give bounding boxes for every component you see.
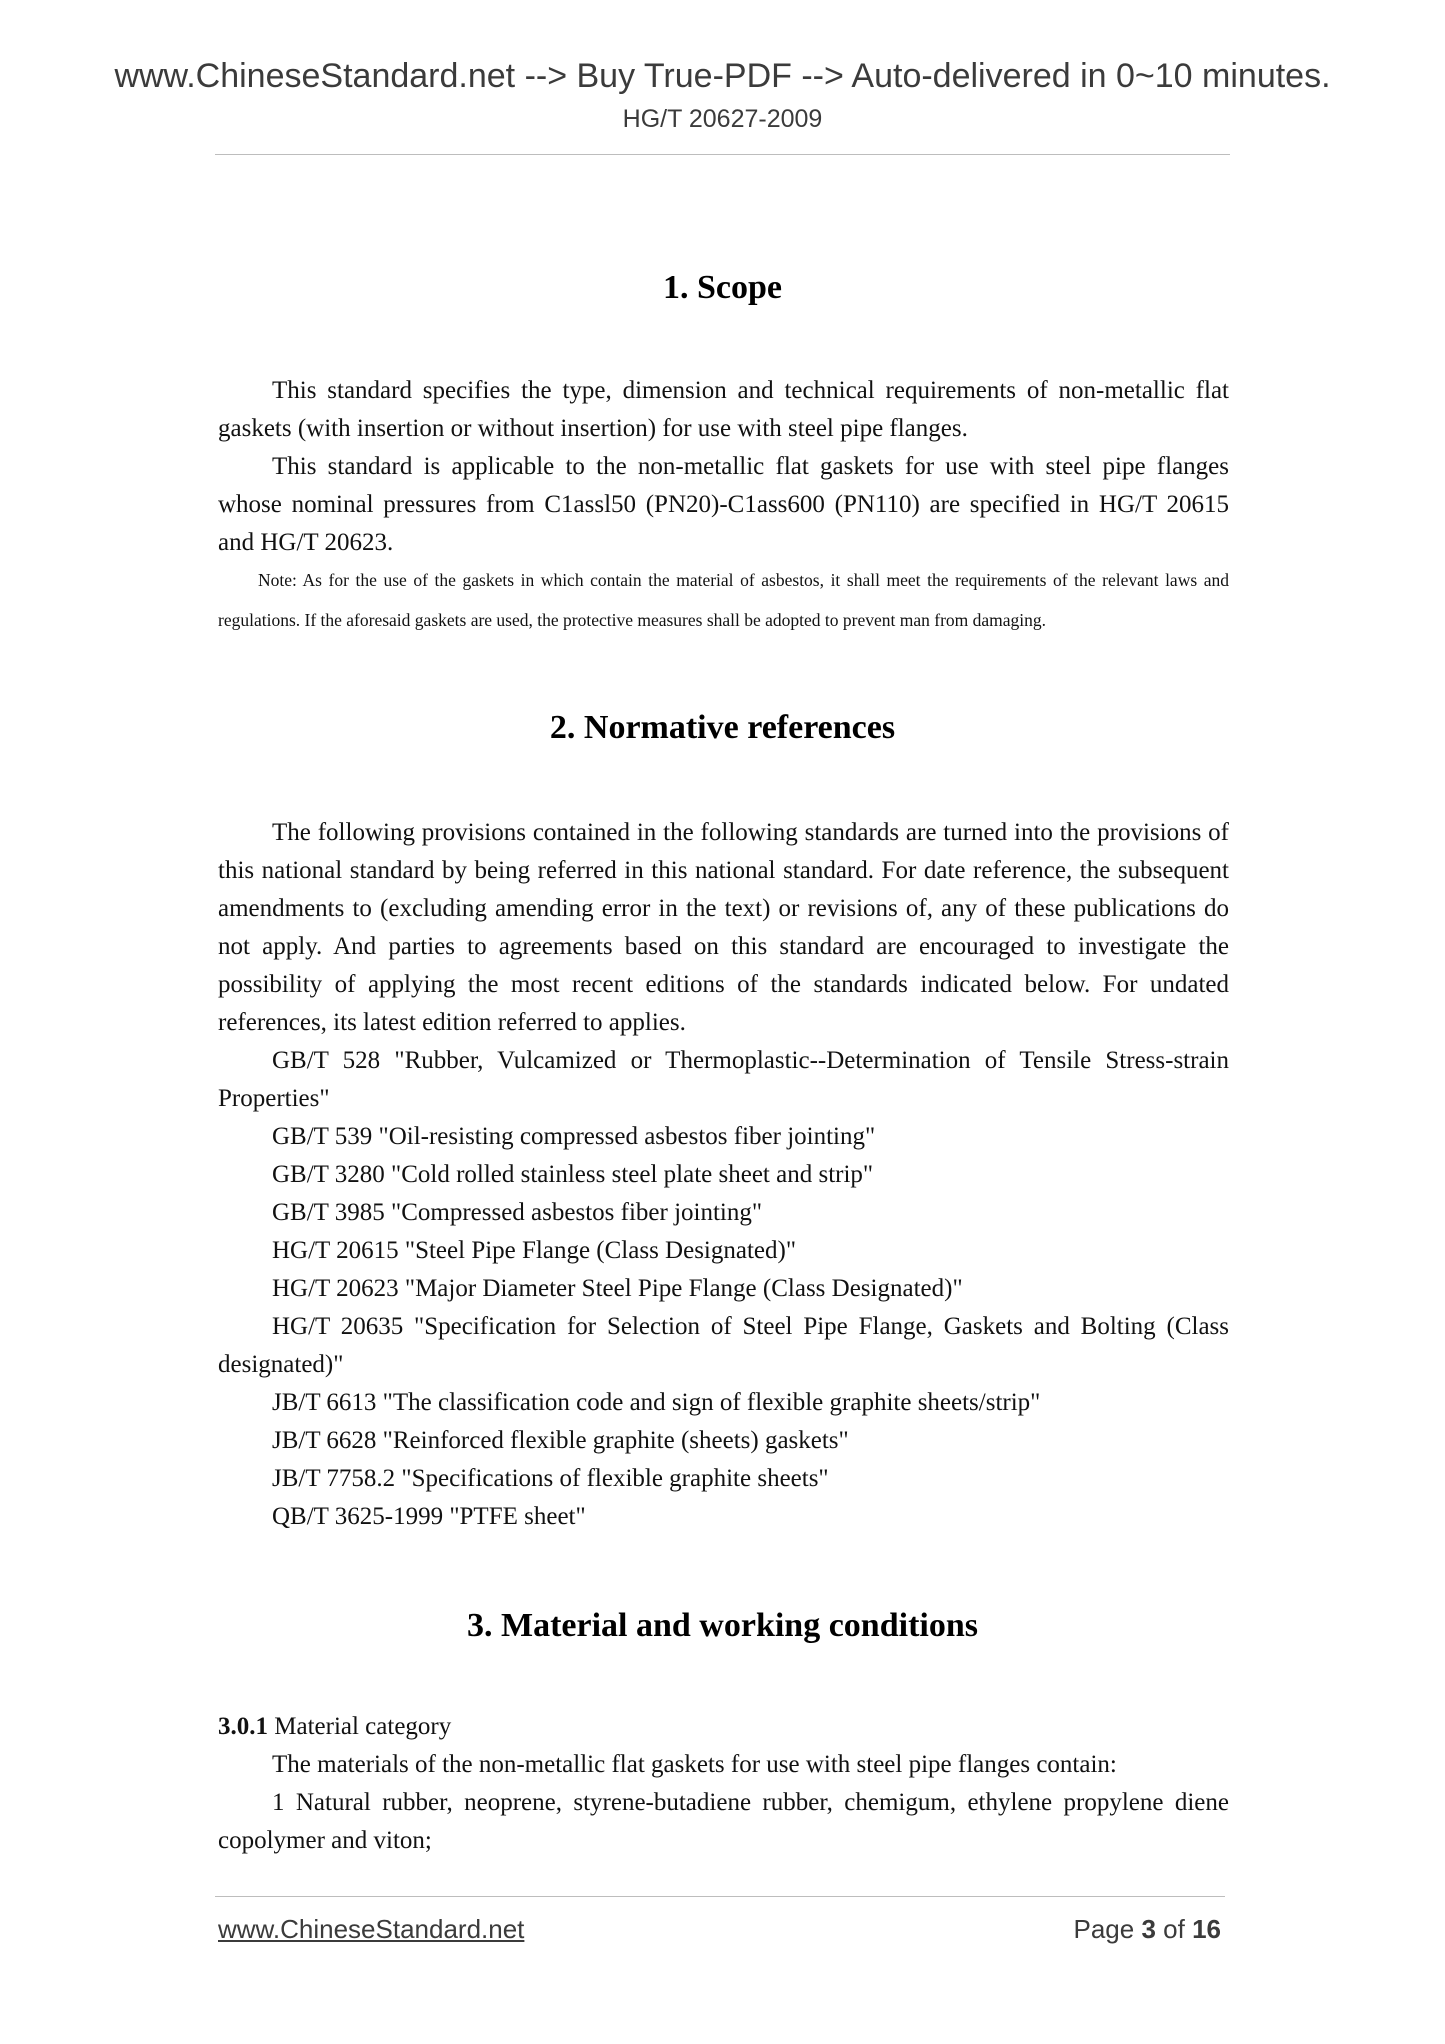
scope-paragraph-2: This standard is applicable to the non-metallic flat gaskets for use with steel pipe flanges whose nominal pressures from C1assl50 (PN20)-C1ass600 (PN110) are specified in HG/T 20615 and HG/T 20623. bbox=[218, 453, 1229, 556]
scope-note bbox=[218, 560, 1229, 640]
reference-item: HG/T 20615 "Steel Pipe Flange (Class Designated)" bbox=[272, 1237, 797, 1264]
reference-item: JB/T 6628 "Reinforced flexible graphite (sheets) gaskets" bbox=[272, 1427, 849, 1454]
section-1-body bbox=[218, 372, 1229, 562]
section-1-heading: 1. Scope bbox=[663, 269, 782, 306]
reference-item: HG/T 20623 "Major Diameter Steel Pipe Flange (Class Designated)" bbox=[272, 1275, 963, 1302]
reference-item: GB/T 3985 "Compressed asbestos fiber jointing" bbox=[272, 1199, 763, 1226]
scope-note-text: Note: As for the use of the gaskets in which contain the material of asbestos, it shall meet the requirements of the relevant laws and regulations. If the aforesaid gaskets are used, the protective measures shall be adopted to prevent man from damaging. bbox=[218, 570, 1229, 630]
page-indicator bbox=[1073, 1912, 1221, 1946]
page-word: Page bbox=[1073, 1914, 1135, 1944]
section-3-body bbox=[218, 1708, 1229, 1860]
references-intro: The following provisions contained in the following standards are turned into the provisions of this national standard by being referred in this national standard. For date reference, the subsequent amendments to (excluding amending error in the text) or revisions of, any of these publications do not apply. And parties to agreements based on this standard are encouraged to investigate the possibility of applying the most recent editions of the standards indicated below. For undated references, its latest edition referred to applies. bbox=[218, 819, 1229, 1036]
page-of-word: of bbox=[1163, 1914, 1185, 1944]
clause-3-0-1 bbox=[218, 1708, 1229, 1746]
section-3-heading: 3. Material and working conditions bbox=[467, 1607, 978, 1644]
document-code: HG/T 20627-2009 bbox=[622, 105, 823, 133]
header-divider bbox=[215, 154, 1230, 155]
clause-number: 3.0.1 bbox=[218, 1713, 268, 1740]
reference-item: JB/T 7758.2 "Specifications of flexible graphite sheets" bbox=[272, 1465, 829, 1492]
footer-site-link[interactable]: www.ChineseStandard.net bbox=[218, 1914, 525, 1944]
reference-item: QB/T 3625-1999 "PTFE sheet" bbox=[272, 1503, 586, 1530]
clause-title: Material category bbox=[274, 1713, 452, 1740]
section-2-heading: 2. Normative references bbox=[549, 709, 896, 746]
material-item-1: 1 Natural rubber, neoprene, styrene-butadiene rubber, chemigum, ethylene propylene diene copolymer and viton; bbox=[218, 1789, 1229, 1854]
reference-item: GB/T 3280 "Cold rolled stainless steel plate sheet and strip" bbox=[272, 1161, 874, 1188]
page-total: 16 bbox=[1192, 1914, 1221, 1944]
header-banner: www.ChineseStandard.net --> Buy True-PDF --> Auto-delivered in 0~10 minutes. bbox=[114, 57, 1331, 95]
section-2-body bbox=[218, 814, 1229, 1536]
scope-paragraph-1: This standard specifies the type, dimension and technical requirements of non-metallic flat gaskets (with insertion or without insertion) for use with steel pipe flanges. bbox=[218, 377, 1229, 442]
page-current: 3 bbox=[1141, 1914, 1156, 1944]
reference-item: JB/T 6613 "The classification code and sign of flexible graphite sheets/strip" bbox=[272, 1389, 1041, 1416]
reference-item: GB/T 528 "Rubber, Vulcamized or Thermoplastic--Determination of Tensile Stress-strain Properties" bbox=[218, 1047, 1229, 1112]
reference-item: HG/T 20635 "Specification for Selection of Steel Pipe Flange, Gaskets and Bolting (Class designated)" bbox=[218, 1313, 1229, 1378]
footer-divider bbox=[215, 1896, 1225, 1897]
reference-item: GB/T 539 "Oil-resisting compressed asbestos fiber jointing" bbox=[272, 1123, 876, 1150]
material-paragraph: The materials of the non-metallic flat gaskets for use with steel pipe flanges contain: bbox=[272, 1751, 1117, 1778]
